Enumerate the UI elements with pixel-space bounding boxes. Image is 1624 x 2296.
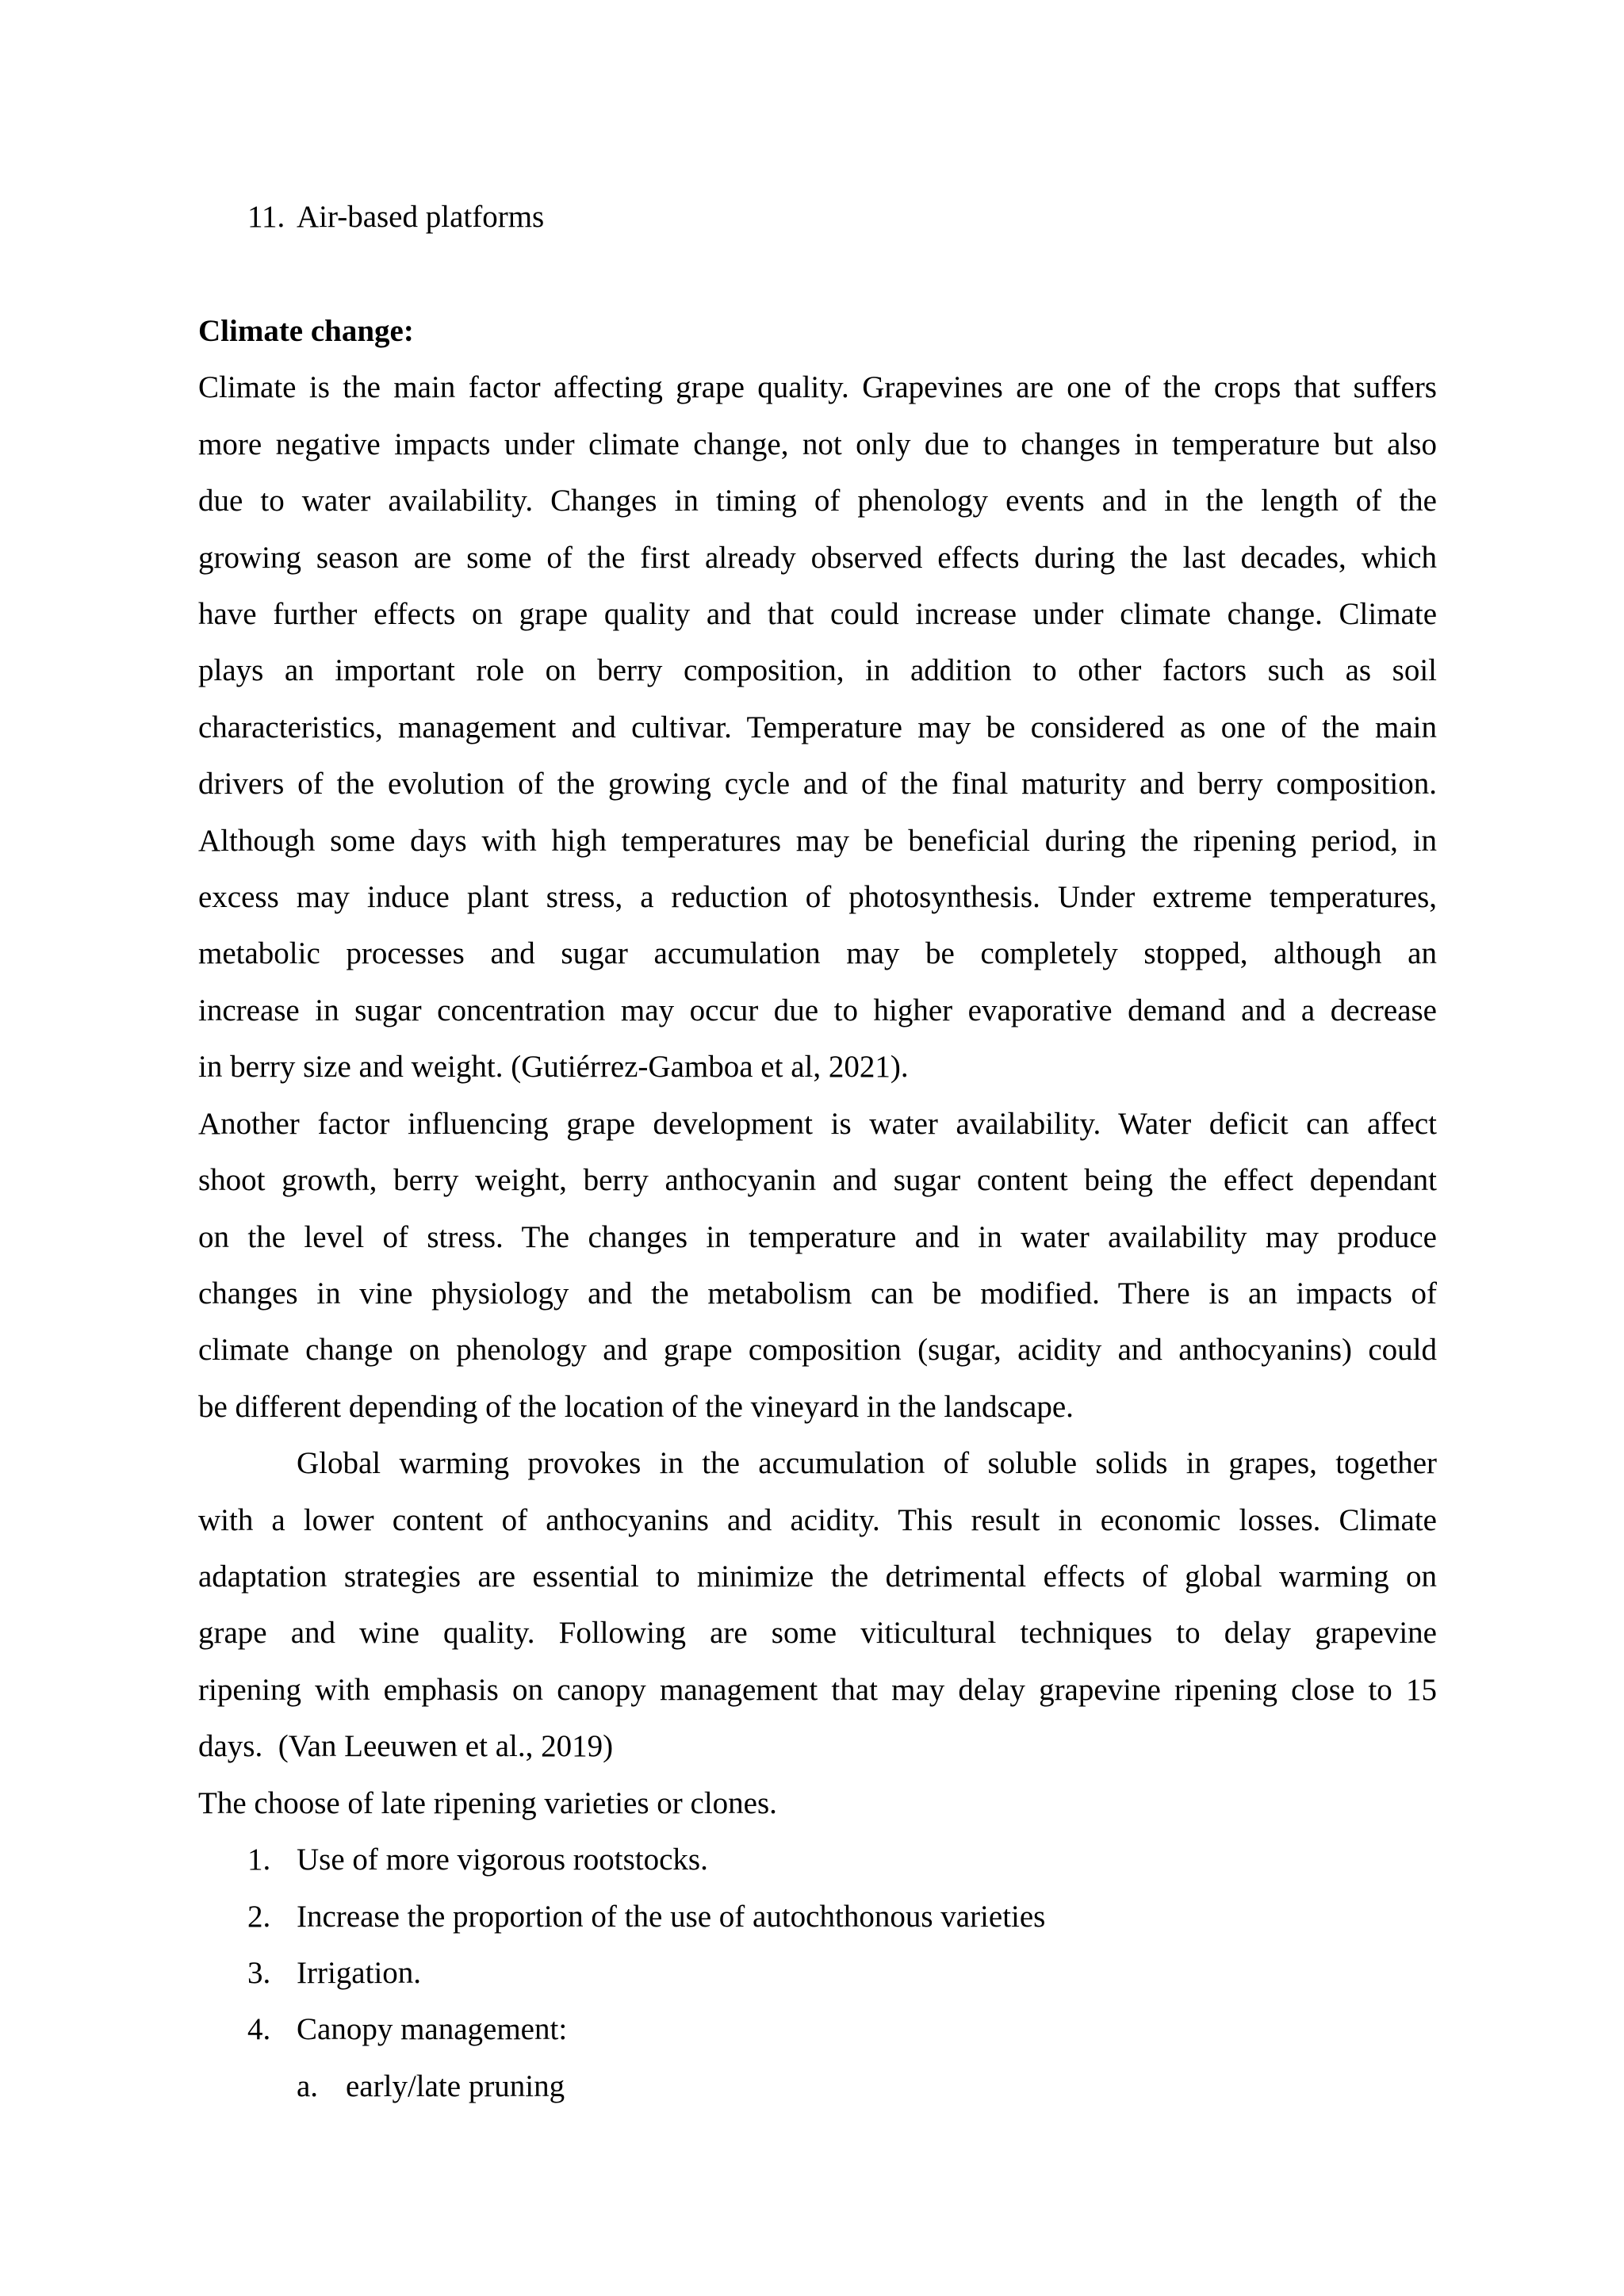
paragraph-line: Climate is the main factor affecting grape quality. Grapevines are one of the crops that suffers	[198, 370, 1437, 404]
paragraph-line: Global warming provokes in the accumulation of soluble solids in grapes, together	[297, 1446, 1437, 1480]
list-item	[247, 1839, 1486, 1881]
list-number: 3.	[247, 1956, 271, 1990]
sublist-text: early/late pruning	[346, 2069, 565, 2103]
paragraph-line: adaptation strategies are essential to minimize the detrimental effects of global warming on	[198, 1559, 1437, 1594]
paragraph-line: with a lower content of anthocyanins and acidity. This result in economic losses. Climate	[198, 1503, 1437, 1537]
list-text: Use of more vigorous rootstocks.	[297, 1843, 708, 1877]
paragraph-line: Although some days with high temperatures may be beneficial during the ripening period, in	[198, 824, 1437, 858]
paragraph-line: be different depending of the location of the vineyard in the landscape.	[198, 1390, 1074, 1424]
paragraph-line: excess may induce plant stress, a reduction of photosynthesis. Under extreme temperatures,	[198, 880, 1437, 914]
paragraph-line: climate change on phenology and grape composition (sugar, acidity and anthocyanins) could	[198, 1333, 1437, 1367]
paragraph-line: on the level of stress. The changes in temperature and in water availability may produce	[198, 1220, 1437, 1254]
list-number: 11.	[247, 200, 285, 234]
paragraph-line: shoot growth, berry weight, berry anthocyanin and sugar content being the effect dependant	[198, 1163, 1437, 1197]
paragraph-line: increase in sugar concentration may occur due to higher evaporative demand and a decrease	[198, 993, 1437, 1027]
list-item	[247, 1953, 1486, 1994]
list-text: Canopy management:	[297, 2012, 568, 2046]
list-item	[247, 1896, 1486, 1938]
intro-line: The choose of late ripening varieties or clones.	[198, 1786, 777, 1820]
paragraph-line: in berry size and weight. (Gutiérrez-Gamboa et al, 2021).	[198, 1050, 909, 1084]
list-number: 1.	[247, 1843, 271, 1877]
paragraph-line: drivers of the evolution of the growing cycle and of the final maturity and berry composition.	[198, 767, 1437, 801]
list-number: 4.	[247, 2012, 271, 2046]
sublist-item	[297, 2066, 1535, 2107]
paragraph-line: more negative impacts under climate change, not only due to changes in temperature but also	[198, 427, 1437, 461]
list-item	[247, 2009, 1486, 2050]
list-text: Air-based platforms	[297, 200, 545, 234]
paragraph-line: metabolic processes and sugar accumulation may be completely stopped, although an	[198, 936, 1437, 970]
sublist-letter: a.	[297, 2069, 319, 2103]
paragraph-line: growing season are some of the first already observed effects during the last decades, which	[198, 541, 1437, 575]
list-item-11	[247, 197, 1486, 238]
list-text: Increase the proportion of the use of autochthonous varieties	[297, 1900, 1046, 1934]
paragraph-line: changes in vine physiology and the metabolism can be modified. There is an impacts of	[198, 1276, 1437, 1311]
section-heading: Climate change:	[198, 314, 414, 348]
paragraph-line: grape and wine quality. Following are some viticultural techniques to delay grapevine	[198, 1616, 1437, 1650]
paragraph-line: Another factor influencing grape development is water availability. Water deficit can affect	[198, 1107, 1437, 1141]
paragraph-line: characteristics, management and cultivar. Temperature may be considered as one of the main	[198, 710, 1437, 744]
paragraph-line: have further effects on grape quality and that could increase under climate change. Climate	[198, 597, 1437, 631]
paragraph-line: plays an important role on berry composition, in addition to other factors such as soil	[198, 653, 1437, 687]
list-number: 2.	[247, 1900, 271, 1934]
list-text: Irrigation.	[297, 1956, 422, 1990]
paragraph-line: ripening with emphasis on canopy management that may delay grapevine ripening close to 15	[198, 1673, 1437, 1707]
paragraph-line: due to water availability. Changes in timing of phenology events and in the length of the	[198, 484, 1437, 518]
paragraph-line: days. (Van Leeuwen et al., 2019)	[198, 1729, 614, 1763]
